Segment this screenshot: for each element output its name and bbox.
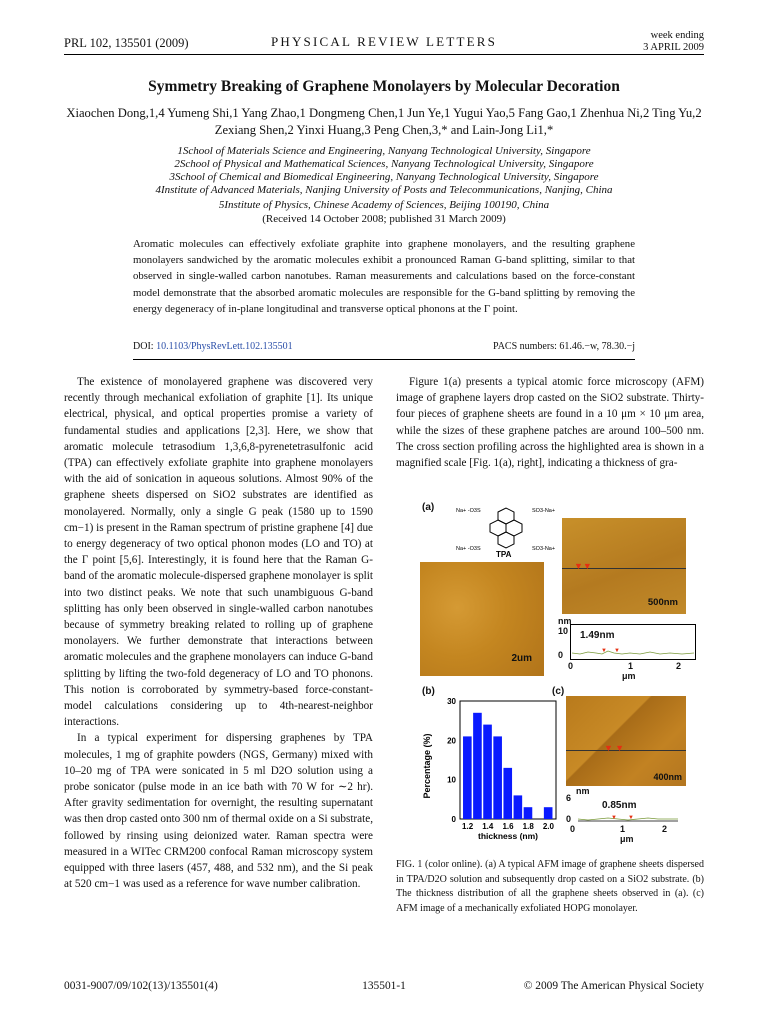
body-paragraph-1: The existence of monolayered graphene was discovered very recently through mechanical exfoliation of graphite [1]. Its unique electrical, physical, and optical properties promise a variety of fundamental studies and applications [2,3]. Here, we show that aromatic molecule tetrasodium 1,3,6,8-pyrenetetrasulfonic acid (TPA) can effectively exfoliate graphite into graphene monolayers with the aid of sonication in aqueous solutions. Almost 90% of the graphene sheets dispersed on SiO2 substrates are identified as monolayered. Normally, only a single G peak (1580 up to 1590 cm−1) is present in the Raman spectrum of pristine graphene [4] due to energy degeneracy of two optical phonon modes (LO and TO) at the Γ point [5,6]. Interestingly, it is found here that the Raman G-band of the aromatic molecule-dispersed graphene monolayer is split into two distinct peaks. We note that such unambiguous G-band splitting has only been observed in single-walled carbon nanotubes because of symmetry breaking related to rolling up of graphene monolayers. We further demonstrate that interactions between aromatic molecules and the graphene monolayers can induce G-band splitting by lifting the two-fold degeneracy of LO and TO phonons. This notion is corroborated by symmetry-based force-constant-model calculations considering up to 4th-nearest-neighbor interactions. <box>64 376 373 729</box>
svg-text:▼: ▼ <box>601 648 607 654</box>
svg-text:▼: ▼ <box>614 648 620 654</box>
doi-label: DOI: <box>133 341 154 352</box>
histogram-bar-2.0 <box>544 807 553 819</box>
affiliation-1: 1School of Materials Science and Engineering, Nanyang Technological University, Singapore <box>177 145 591 157</box>
histogram-ytick: 0 <box>451 815 456 824</box>
profile-c-y6: 6 <box>566 793 572 803</box>
profile-a-plot <box>570 624 696 660</box>
scalebar-a-left: 2um <box>511 653 532 664</box>
profile-c-x1: 1 <box>620 824 626 834</box>
histogram-bar-1.7 <box>514 795 523 819</box>
authors-line-1: Xiaochen Dong,1,4 Yumeng Shi,1 Yang Zhao,1 Dongmeng Chen,1 Jun Ye,1 Yugui Yao,5 Fang Gao,1 Zhenhua Ni,2 Ting Yu,2 <box>66 106 702 120</box>
sulfonate-top-right: SO3-Na+ <box>532 508 556 514</box>
received-dates: (Received 14 October 2008; published 31 March 2009) <box>262 213 506 225</box>
profile-a-y0: 0 <box>558 650 564 660</box>
histogram-xtick: 1.2 <box>462 822 474 831</box>
sulfonate-bottom-right: SO3-Na+ <box>532 546 556 552</box>
affiliation-5: 5Institute of Physics, Chinese Academy of Sciences, Beijing 100190, China <box>218 199 550 211</box>
abstract: Aromatic molecules can effectively exfoliate graphite into graphene monolayers, and the resulting graphene monolayers sandwiched by the aromatic molecules exhibit a pronounced Raman G-band splitting, similar to that observed in single-walled carbon nanotubes. Raman measurements and calculations based on the force-constant model demonstrate that the absorbed aromatic molecules are responsible for the G-band splitting by removing the energy degeneracy of in-plane longitudinal and transverse optical phonons at the Γ point. <box>133 238 635 315</box>
histogram-xtick: 1.6 <box>502 822 514 831</box>
svg-text:▼: ▼ <box>628 815 634 821</box>
profile-a-x0: 0 <box>568 661 574 671</box>
afm-image-a-zoom <box>562 518 686 614</box>
header-rule <box>64 54 704 55</box>
affiliation-2: 2School of Physical and Mathematical Sciences, Nanyang Technological University, Singapore <box>174 158 594 170</box>
profile-markers: ▼▼ <box>574 561 592 571</box>
issue-date <box>643 30 704 53</box>
tpa-molecule-structure <box>456 498 566 558</box>
thickness-histogram <box>420 691 560 841</box>
issue-date-value: 3 APRIL 2009 <box>643 41 704 53</box>
doi-line <box>133 341 293 352</box>
affiliation-3: 3School of Chemical and Biomedical Engineering, Nanyang Technological University, Singapore <box>169 171 599 183</box>
histogram-ytick: 10 <box>447 775 456 785</box>
figure-caption: FIG. 1 (color online). (a) A typical AFM image of graphene sheets dispersed in TPA/D2O solution and subsequently drop casted on a SiO2 substrate. (b) The thickness distribution of all the graphene sheets observed in (a). (c) AFM image of a mechanically exfoliated HOPG monolayer. <box>396 859 704 914</box>
journal-reference: PRL 102, 135501 (2009) <box>64 36 189 50</box>
page-number: 135501-1 <box>362 980 406 992</box>
doi-link[interactable]: 10.1103/PhysRevLett.102.135501 <box>156 341 293 352</box>
afm-image-a-large <box>420 562 544 676</box>
histogram-bar-1.5 <box>493 736 502 819</box>
profile-c-x0: 0 <box>570 824 576 834</box>
abstract-rule <box>133 359 635 360</box>
affiliation-4: 4Institute of Advanced Materials, Nanjing University of Posts and Telecommunications, Nanjing, China <box>155 184 613 196</box>
profile-a-thickness: 1.49nm <box>580 630 615 641</box>
sulfonate-top-left: Na+ -O3S <box>456 508 481 514</box>
scalebar-c: 400nm <box>653 772 682 782</box>
histogram-ylabel: Percentage (%) <box>422 733 432 799</box>
profile-a-x2: 2 <box>676 661 682 671</box>
authors-line-2: Zexiang Shen,2 Yinxi Huang,3 Peng Chen,3,* and Lain-Jong Li1,* <box>214 123 554 137</box>
profile-line-c <box>566 750 686 751</box>
footer-code: 0031-9007/09/102(13)/135501(4) <box>64 980 218 992</box>
histogram-bar-1.4 <box>483 725 492 819</box>
body-paragraph-3: Figure 1(a) presents a typical atomic force microscopy (AFM) image of graphene layers drop casted on the SiO2 substrate. Thirty-four pieces of graphene sheets are found in a 10 μm × 10 μm area, while the sizes of these graphene patches are around 100–500 nm. The cross section profiling across the highlighted area is shown in a magnified scale [Fig. 1(a), right], indicating a thickness of gra- <box>396 376 704 470</box>
histogram-bar-1.2 <box>463 736 472 819</box>
sulfonate-bottom-left: Na+ -O3S <box>456 546 481 552</box>
profile-a-y10: 10 <box>558 626 569 636</box>
histogram-xlabel: thickness (nm) <box>478 831 538 841</box>
histogram-xtick: 1.4 <box>482 822 494 831</box>
profile-c-thickness: 0.85nm <box>602 800 637 811</box>
profile-c-unit: nm <box>576 786 590 796</box>
afm-image-c <box>566 696 686 786</box>
scalebar-a-right: 500nm <box>647 597 678 608</box>
paper-title: Symmetry Breaking of Graphene Monolayers by Molecular Decoration <box>148 78 620 95</box>
profile-a-xunit: μm <box>622 671 636 681</box>
author-list <box>30 105 738 139</box>
running-head: PHYSICAL REVIEW LETTERS <box>270 34 498 49</box>
profile-a-unit: nm <box>558 616 572 626</box>
left-column <box>64 374 373 893</box>
profile-a-x1: 1 <box>628 661 634 671</box>
copyright: © 2009 The American Physical Society <box>523 980 704 992</box>
histogram-ytick: 20 <box>447 736 456 746</box>
figure-1 <box>396 496 704 848</box>
profile-markers-c: ▼ ▼ <box>604 743 625 753</box>
profile-c-y0: 0 <box>566 814 572 824</box>
histogram-xtick: 2.0 <box>542 822 554 831</box>
week-ending-label: week ending <box>650 30 704 41</box>
molecule-label: TPA <box>496 550 512 558</box>
pacs-numbers: PACS numbers: 61.46.−w, 78.30.−j <box>493 341 635 352</box>
panel-b-label: (b) <box>422 686 435 697</box>
histogram-bar-1.3 <box>473 713 482 819</box>
height-profile-c <box>566 786 696 846</box>
right-column <box>396 374 704 471</box>
profile-c-x2: 2 <box>662 824 668 834</box>
histogram-ytick: 30 <box>447 697 456 706</box>
profile-c-xunit: μm <box>620 834 634 844</box>
histogram-xtick: 1.8 <box>522 822 534 831</box>
height-profile-a <box>558 616 698 681</box>
svg-text:▼: ▼ <box>611 815 617 821</box>
histogram-bar-1.6 <box>503 768 512 819</box>
histogram-bar-1.8 <box>524 807 533 819</box>
panel-c-label: (c) <box>552 686 565 697</box>
panel-a-label: (a) <box>422 502 435 513</box>
body-paragraph-2: In a typical experiment for dispersing graphenes by TPA molecules, 1 mg of graphite powders (NGS, Germany) mixed with 10–20 mg of TPA were sonicated in 5 ml D2O solution using a probe sonicator (pulse mode in an ice bath with 70 W for ∼2 hr). After gravity sedimentation for overnight, the resulting supernatant was then drop casted onto 300 nm of thermal oxide on a Si substrate, followed by rinsing using deionized water. Raman spectra were measured in a WITec CRM200 confocal Raman microscopy system equipped with three lasers (457, 488, and 532 nm), and the Si peak at 520 cm−1 was used as a reference for wave number calibration. <box>64 732 373 891</box>
